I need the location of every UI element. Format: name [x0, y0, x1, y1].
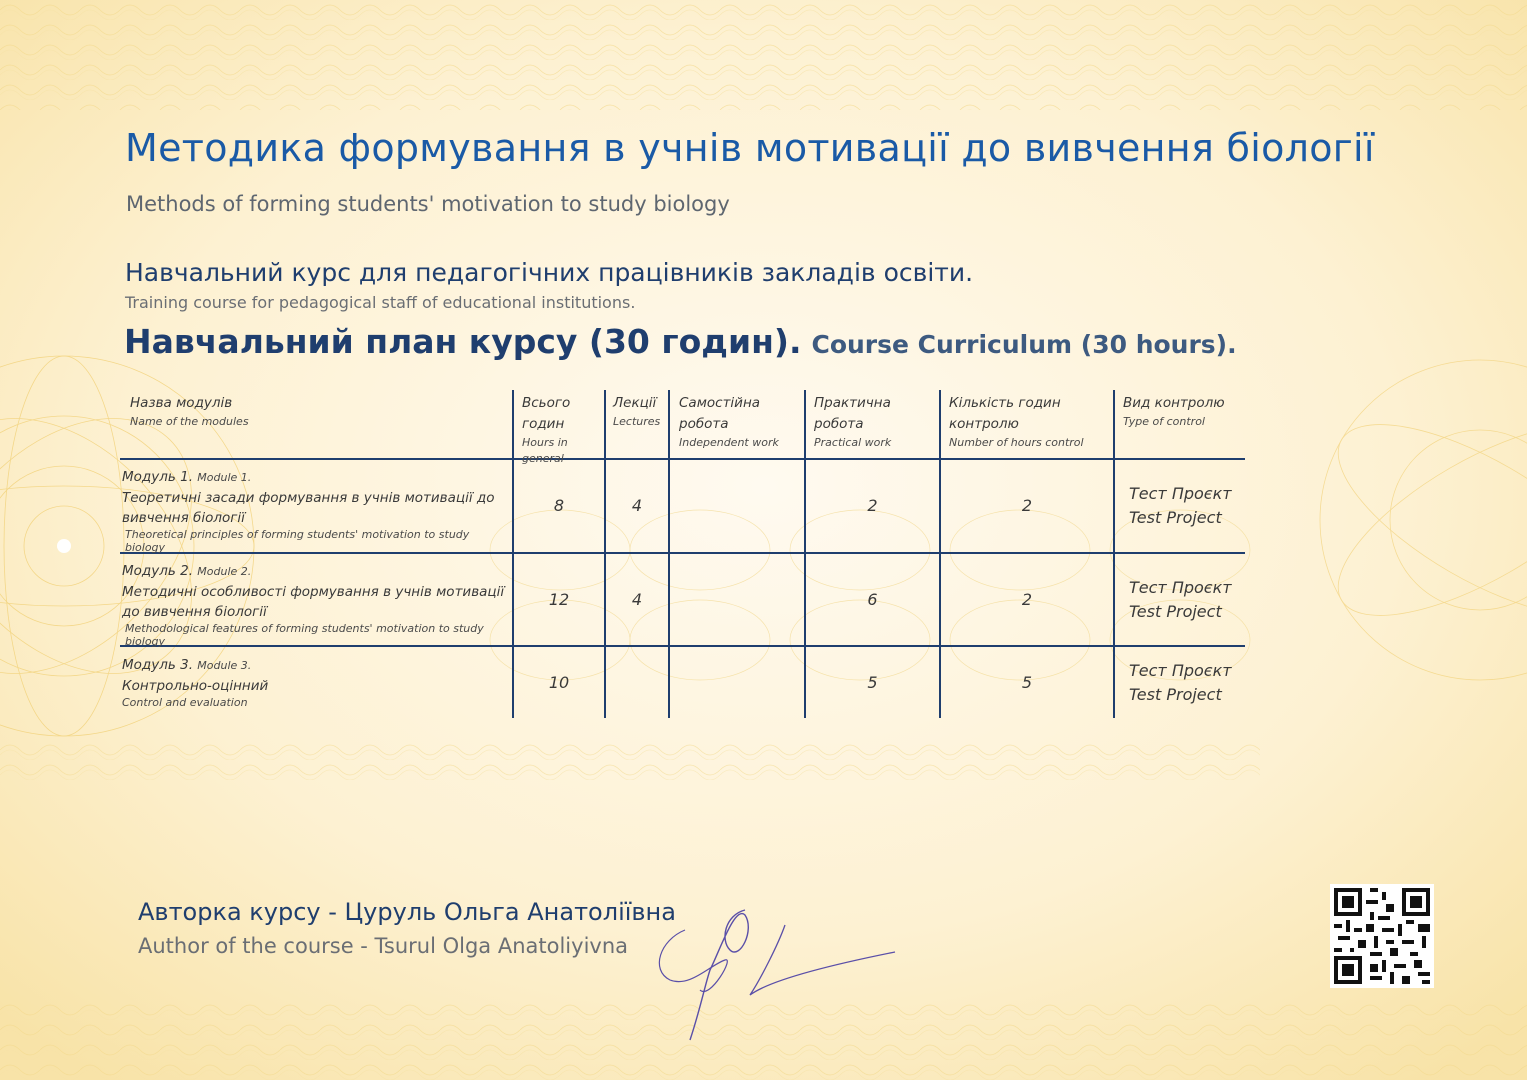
row3-total: 10 [548, 673, 570, 692]
row2-lectures: 4 [631, 590, 643, 609]
header-practical-work: Практична робота Practical work [814, 395, 892, 449]
header-total-hours: Всього годин Hours in general [522, 395, 571, 465]
curriculum-heading-en: Course Curriculum (30 hours). [811, 330, 1237, 359]
certificate-title: Методика формування в учнів мотивації до вивчення біології [125, 126, 1375, 170]
row1-control-hours: 2 [1021, 496, 1033, 515]
qr-code [1330, 884, 1434, 988]
header-control-hours: Кількість годин контролю Number of hours control [949, 395, 1084, 449]
header-module-name: Назва модулів Name of the modules [130, 395, 249, 428]
row2-practical: 6 [867, 590, 878, 609]
table-row: Модуль 2. Module 2. Методичні особливості формування в учнів мотивації до вивчення біології Methodological features of forming students' motivation to study biology [122, 563, 505, 648]
rosette-center [57, 539, 71, 553]
table-row: Модуль 1. Module 1. Теоретичні засади формування в учнів мотивації до вивчення біології Theoretical principles of forming students' motivation to study biology [122, 469, 495, 554]
table-row: Модуль 3. Module 3. Контрольно-оцінний Control and evaluation [122, 657, 269, 709]
author-ua: Авторка курсу - Цуруль Ольга Анатоліївна [138, 898, 676, 926]
curriculum-heading [124, 322, 1237, 361]
row3-practical: 5 [867, 673, 878, 692]
certificate-subtitle: Methods of forming students' motivation to study biology [126, 192, 730, 216]
header-control-type: Вид контролю Type of control [1123, 395, 1225, 428]
row1-total: 8 [553, 496, 565, 515]
row3-control-hours: 5 [1021, 673, 1033, 692]
row2-control-hours: 2 [1021, 590, 1033, 609]
author-signature [650, 890, 910, 1050]
row2-total: 12 [548, 590, 570, 609]
row1-control-type: Тест Проєкт Test Project [1129, 484, 1232, 527]
header-lectures: Лекції Lectures [613, 395, 661, 428]
row1-lectures: 4 [631, 496, 643, 515]
header-independent-work: Самостійна робота Independent work [679, 395, 779, 449]
row3-control-type: Тест Проєкт Test Project [1129, 661, 1232, 704]
author-en: Author of the course - Tsurul Olga Anatoliyivna [138, 934, 629, 958]
curriculum-heading-ua: Навчальний план курсу (30 годин). [124, 322, 802, 361]
row1-practical: 2 [867, 496, 878, 515]
row2-control-type: Тест Проєкт Test Project [1129, 578, 1232, 621]
course-description-ua: Навчальний курс для педагогічних працівників закладів освіти. [125, 258, 974, 287]
course-description-en: Training course for pedagogical staff of educational institutions. [125, 293, 636, 312]
